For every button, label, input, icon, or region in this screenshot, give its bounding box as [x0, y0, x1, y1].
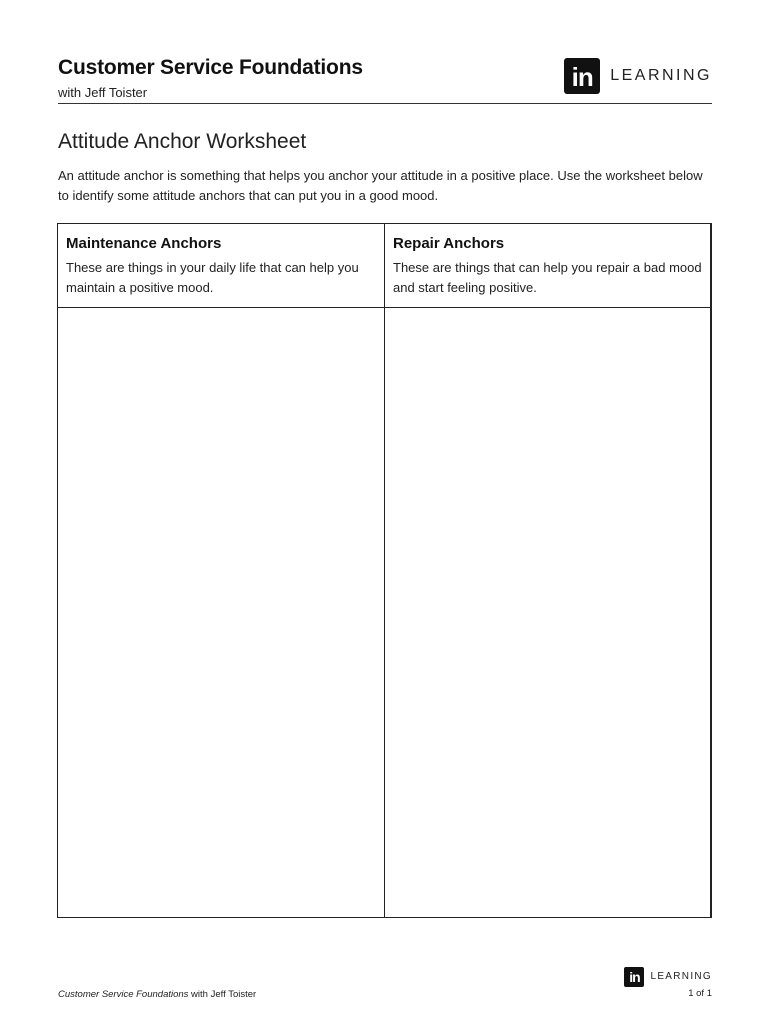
column-heading: Repair Anchors	[393, 235, 505, 252]
footer-linkedin-learning-logo	[624, 966, 712, 987]
column-header	[58, 224, 384, 308]
linkedin-learning-logo	[564, 57, 712, 94]
footer-course-credit	[58, 989, 256, 1000]
linkedin-in-icon: in	[564, 58, 600, 94]
column-description: These are things that can help you repair a bad mood and start feeling positive.	[393, 260, 702, 295]
column-description: These are things in your daily life that can help you maintain a positive mood.	[66, 260, 359, 295]
maintenance-anchors-entry-area[interactable]	[58, 308, 384, 917]
worksheet-title: Attitude Anchor Worksheet	[58, 130, 307, 153]
page-header	[58, 56, 712, 104]
logo-wordmark: LEARNING	[610, 66, 712, 84]
footer-course-title: Customer Service Foundations	[58, 989, 189, 1000]
repair-anchors-column	[385, 224, 711, 917]
footer-instructor: with Jeff Toister	[188, 989, 257, 1000]
column-header	[385, 224, 711, 308]
logo-wordmark: LEARNING	[650, 971, 712, 982]
course-title: Customer Service Foundations	[58, 56, 363, 79]
column-heading: Maintenance Anchors	[66, 235, 222, 252]
repair-anchors-entry-area[interactable]	[385, 308, 711, 917]
worksheet-table	[57, 223, 712, 918]
worksheet-intro: An attitude anchor is something that helps you anchor your attitude in a positive place. Use the worksheet below to identify some attitude anchors that can put you in a good mood.	[58, 168, 703, 203]
linkedin-in-icon: in	[624, 967, 644, 987]
instructor-name: with Jeff Toister	[58, 85, 148, 100]
page-number: 1 of 1	[688, 988, 712, 999]
maintenance-anchors-column	[58, 224, 385, 917]
